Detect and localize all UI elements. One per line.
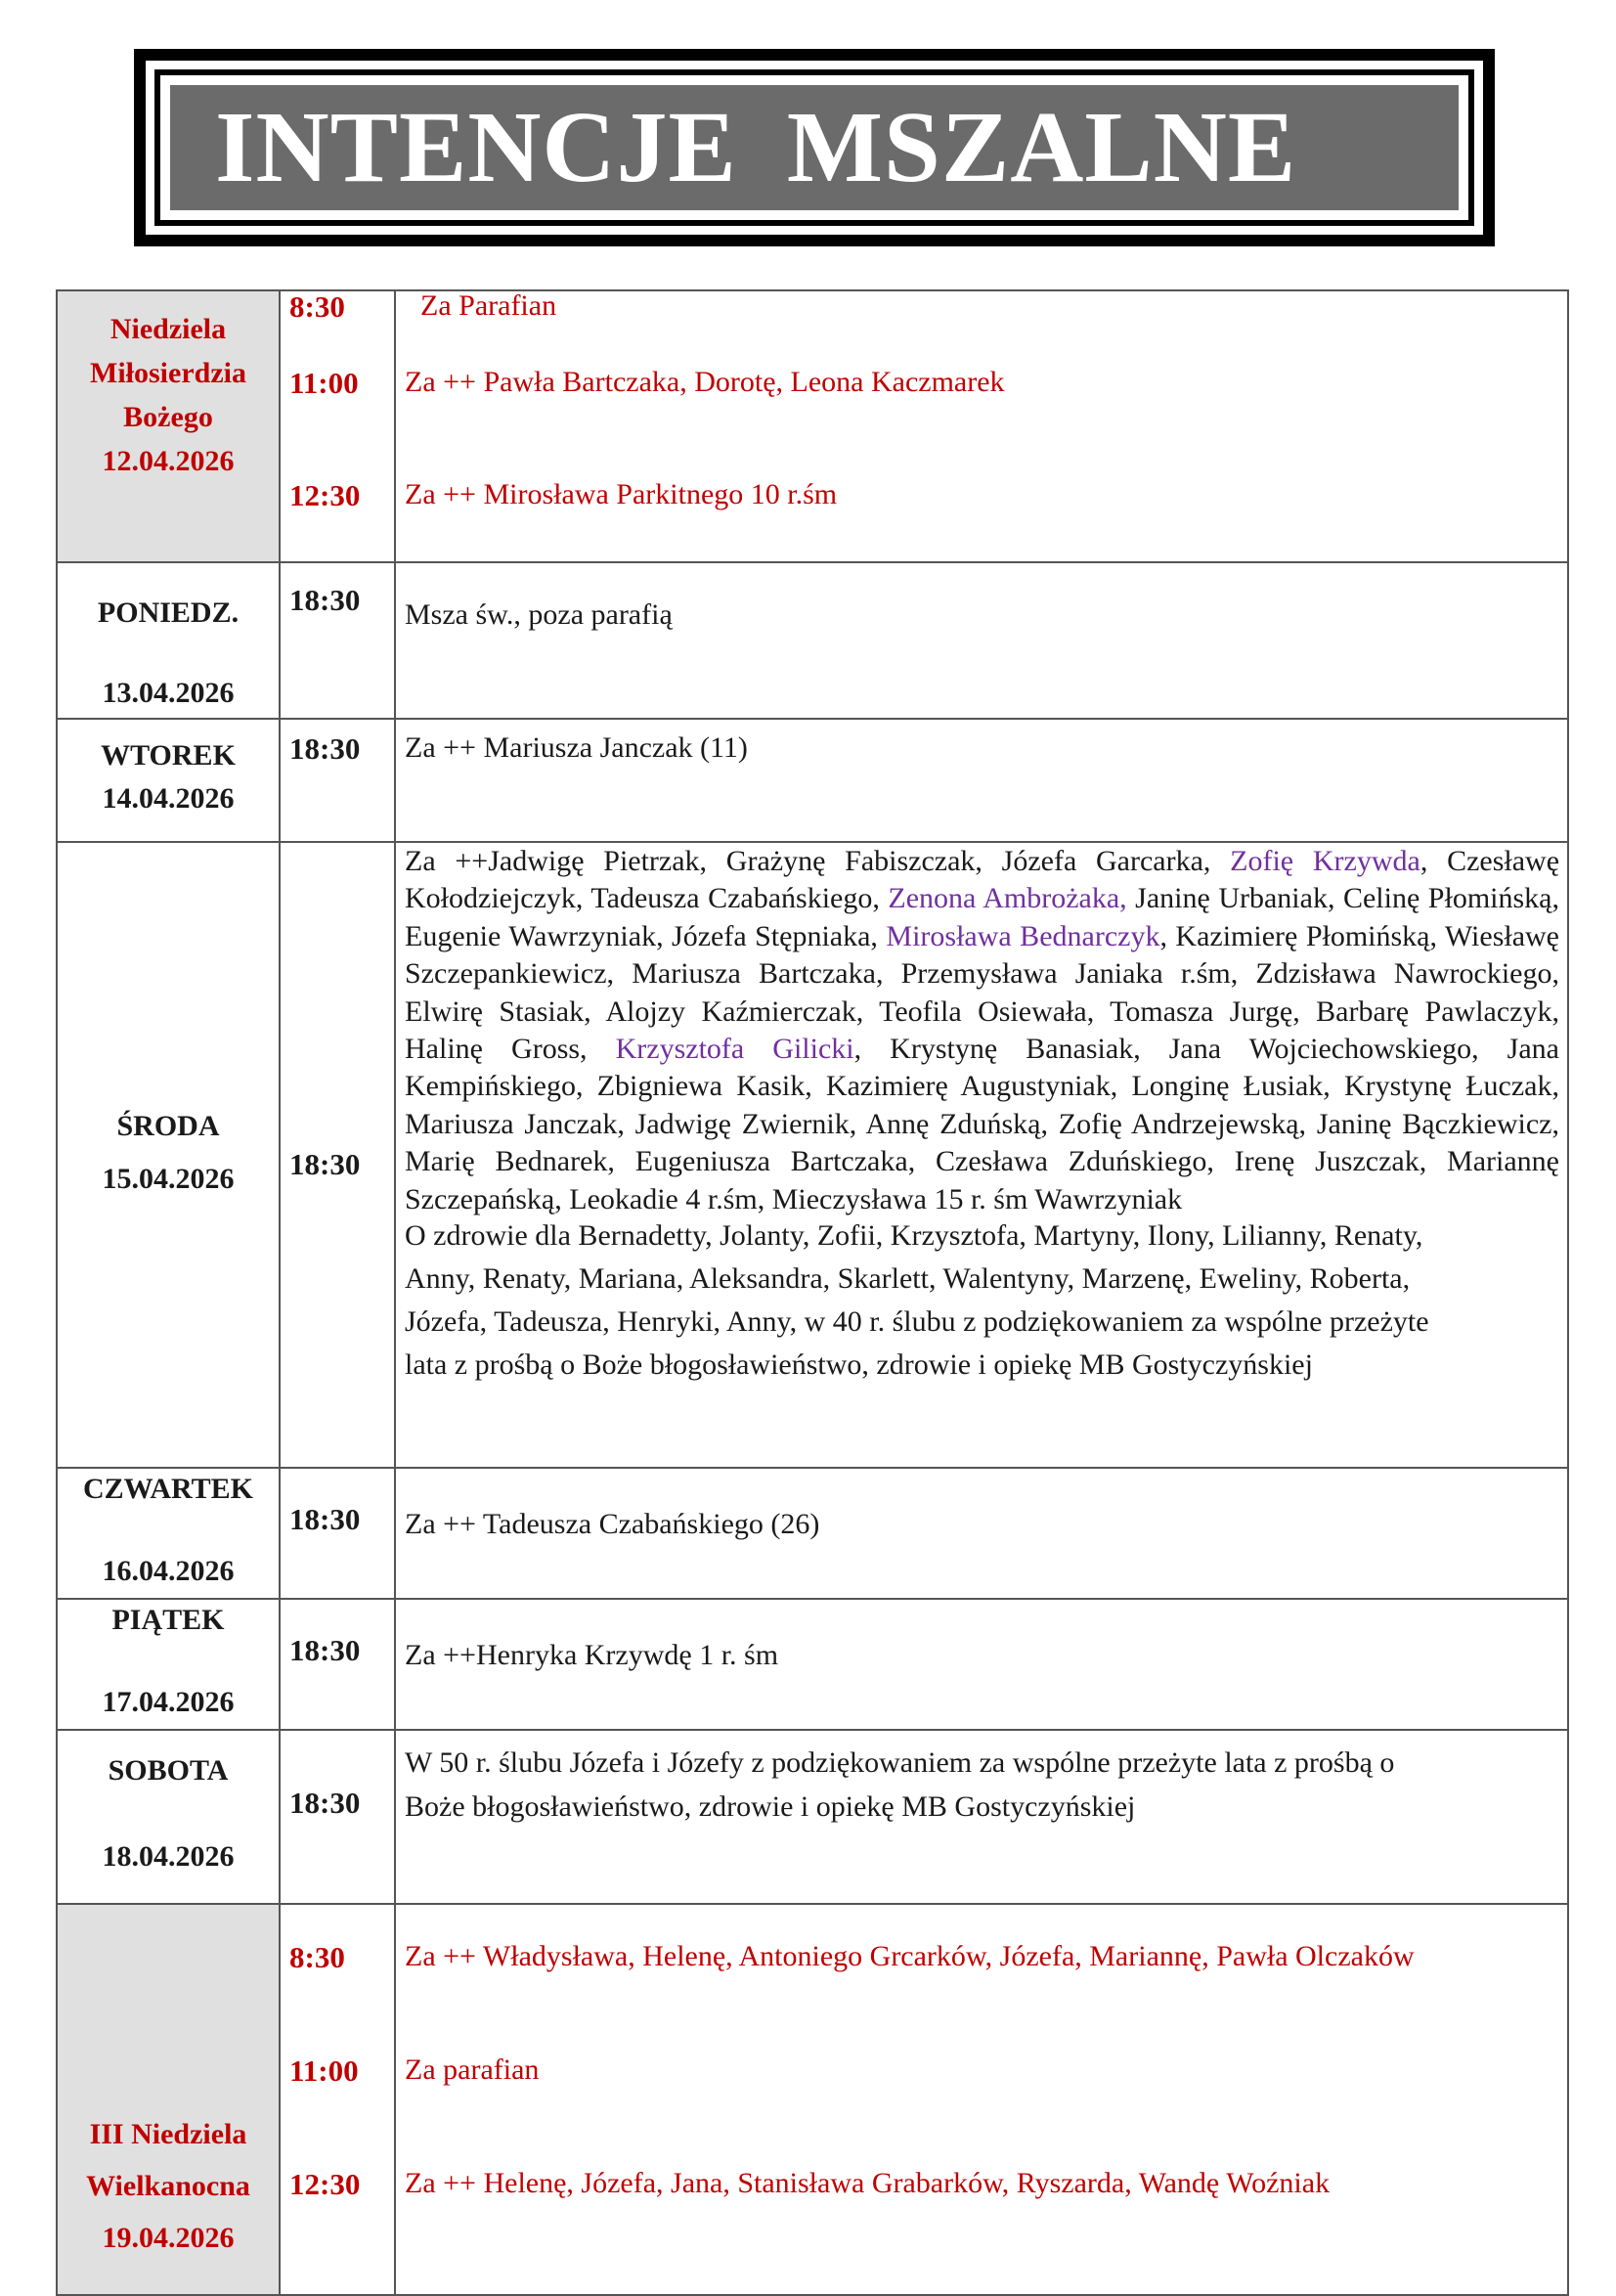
mass-intention: Za Parafian — [420, 289, 557, 322]
intention-highlight: Mirosława Bednarczyk — [886, 919, 1160, 952]
schedule-row-monday — [57, 562, 1568, 719]
mass-time: 18:30 — [289, 1633, 361, 1667]
day-cell — [57, 719, 280, 842]
title-banner — [134, 49, 1495, 246]
intention-text: , Czesławę Kołodziejczyk, Tadeusza Czabańskiego, — [405, 845, 1560, 915]
intention-cell — [395, 1599, 1568, 1730]
day-cell — [57, 1730, 280, 1904]
day-date: 17.04.2026 — [102, 1686, 235, 1718]
day-cell — [57, 842, 280, 1468]
mass-intention: Za ++ Helenę, Józefa, Jana, Stanisława Grabarków, Ryszarda, Wandę Woźniak — [405, 2167, 1331, 2199]
mass-intention-list — [405, 843, 1559, 1218]
mass-time: 18:30 — [289, 1502, 361, 1536]
mass-intention: Za ++ Władysława, Helenę, Antoniego Grcarków, Józefa, Mariannę, Pawła Olczaków — [405, 1940, 1415, 1972]
day-name-line: Wielkanocna — [86, 2170, 250, 2202]
mass-time: 18:30 — [289, 731, 361, 766]
schedule-row-saturday — [57, 1730, 1568, 1904]
health-intention — [405, 1214, 1559, 1387]
page-title: INTENCJE MSZALNE — [215, 91, 1297, 203]
intention-cell — [395, 290, 1568, 562]
intention-highlight: Krzysztofa Gilicki — [615, 1033, 854, 1066]
intention-text: , Kazimierę Płomińską, Wiesławę Szczepankiewicz, Mariusza Bartczaka, Przemysława Janiaka r.śm, Zdzisława Nawrockiego, Elwirę Stasiak, Alojzy Kaźmierczak, Teofila Osiewała, Tomasza Jurgę, Barbarę Pawlaczyk, Halinę Gross, — [405, 919, 1559, 1066]
schedule-row-friday — [57, 1599, 1568, 1730]
time-cell — [280, 1468, 395, 1599]
schedule-row-sunday-1204 — [57, 290, 1568, 562]
day-name-line: Miłosierdzia — [90, 357, 246, 389]
health-line: lata z prośbą o Boże błogosławieństwo, zdrowie i opiekę MB Gostyczyńskiej — [405, 1348, 1313, 1382]
mass-time: 12:30 — [289, 478, 361, 512]
schedule-row-thursday — [57, 1468, 1568, 1599]
mass-intention-line: W 50 r. ślubu Józefa i Józefy z podziękowaniem za wspólne przeżyte lata z prośbą o — [405, 1746, 1395, 1779]
mass-time: 8:30 — [289, 1940, 345, 1974]
schedule-row-sunday-1904 — [57, 1904, 1568, 2295]
day-date: 19.04.2026 — [102, 2222, 235, 2254]
time-cell — [280, 719, 395, 842]
intention-text: Janinę Urbaniak, Celinę Płomińską, Eugenie Wawrzyniak, Józefa Stępniaka, — [405, 882, 1559, 952]
health-line: O zdrowie dla Bernadetty, Jolanty, Zofii, Krzysztofa, Martyny, Ilony, Lilianny, Renaty, — [405, 1219, 1423, 1253]
mass-time: 12:30 — [289, 2167, 361, 2201]
mass-intention: Msza św., poza parafią — [405, 598, 673, 631]
schedule-row-wednesday — [57, 842, 1568, 1468]
day-name-line: Niedziela — [109, 313, 227, 345]
intention-text: , Krystynę Banasiak, Jana Wojciechowskiego, Jana Kempińskiego, Zbigniewa Kasik, Kazimierę Augustyniak, Longinę Łusiak, Krystynę Łuczak, Mariusza Janczak, Jadwigę Zwiernik, Annę Zduńską, Zofię Andrzejewską, Janinę Bączkiewicz, Marię Bednarek, Eugeniusza Bartczaka, Czesława Zduńskiego, Irenę Juszczak, Mariannę Szczepańską, Leokadie 4 r.śm, Mieczysława 15 r. śm Wawrzyniak — [405, 1033, 1559, 1215]
day-name: ŚRODA — [116, 1110, 220, 1142]
title-banner-frame — [154, 69, 1474, 226]
time-cell — [280, 1599, 395, 1730]
time-cell — [280, 562, 395, 719]
mass-schedule-table — [56, 289, 1569, 2296]
day-name-line: Bożego — [123, 401, 213, 433]
day-date: 12.04.2026 — [102, 445, 235, 477]
mass-intention: Za parafian — [405, 2053, 540, 2086]
mass-time: 18:30 — [289, 583, 361, 617]
day-cell — [57, 562, 280, 719]
day-name: WTOREK — [101, 739, 236, 772]
day-name: PIĄTEK — [111, 1604, 225, 1636]
intention-cell — [395, 1468, 1568, 1599]
day-date: 18.04.2026 — [102, 1840, 235, 1873]
mass-intention: Za ++ Mariusza Janczak (11) — [405, 731, 748, 764]
health-line: Józefa, Tadeusza, Henryki, Anny, w 40 r. ślubu z podziękowaniem za wspólne przeżyte — [405, 1305, 1429, 1339]
mass-intention: Za ++ Mirosława Parkitnego 10 r.śm — [405, 478, 838, 510]
day-cell — [57, 1904, 280, 2295]
day-name: CZWARTEK — [83, 1473, 253, 1505]
mass-time: 18:30 — [289, 1786, 361, 1820]
time-cell — [280, 1904, 395, 2295]
mass-intention: Za ++ Tadeusza Czabańskiego (26) — [405, 1508, 820, 1540]
time-cell — [280, 1730, 395, 1904]
day-date: 14.04.2026 — [102, 782, 235, 815]
intention-cell — [395, 719, 1568, 842]
health-line: Anny, Renaty, Mariana, Aleksandra, Skarlett, Walentyny, Marzenę, Eweliny, Roberta, — [405, 1262, 1411, 1296]
mass-intention-line: Boże błogosławieństwo, zdrowie i opiekę MB Gostyczyńskiej — [405, 1790, 1136, 1823]
time-cell — [280, 290, 395, 562]
day-name-line: III Niedziela — [89, 2118, 247, 2150]
intention-text: Za ++Jadwigę Pietrzak, Grażynę Fabiszczak, Józefa Garcarka, — [405, 845, 1231, 877]
intention-cell — [395, 842, 1568, 1468]
schedule-row-tuesday — [57, 719, 1568, 842]
day-date: 13.04.2026 — [102, 677, 235, 709]
intention-cell — [395, 1730, 1568, 1904]
day-cell — [57, 1599, 280, 1730]
mass-time: 18:30 — [289, 1147, 361, 1181]
day-date: 16.04.2026 — [102, 1555, 235, 1587]
day-name: PONIEDZ. — [97, 596, 240, 629]
day-cell — [57, 1468, 280, 1599]
mass-time: 11:00 — [289, 366, 359, 400]
day-cell — [57, 290, 280, 562]
mass-intention: Za ++Henryka Krzywdę 1 r. śm — [405, 1639, 779, 1671]
intention-highlight: Zenona Ambrożaka, — [888, 882, 1127, 915]
time-cell — [280, 842, 395, 1468]
intention-cell — [395, 562, 1568, 719]
day-name: SOBOTA — [108, 1754, 229, 1787]
mass-intention: Za ++ Pawła Bartczaka, Dorotę, Leona Kaczmarek — [405, 366, 1005, 398]
day-date: 15.04.2026 — [102, 1163, 235, 1195]
title-banner-fill — [170, 85, 1459, 210]
mass-time: 8:30 — [289, 289, 345, 324]
intention-highlight: Zofię Krzywda — [1230, 845, 1420, 877]
mass-time: 11:00 — [289, 2053, 359, 2088]
intention-cell — [395, 1904, 1568, 2295]
